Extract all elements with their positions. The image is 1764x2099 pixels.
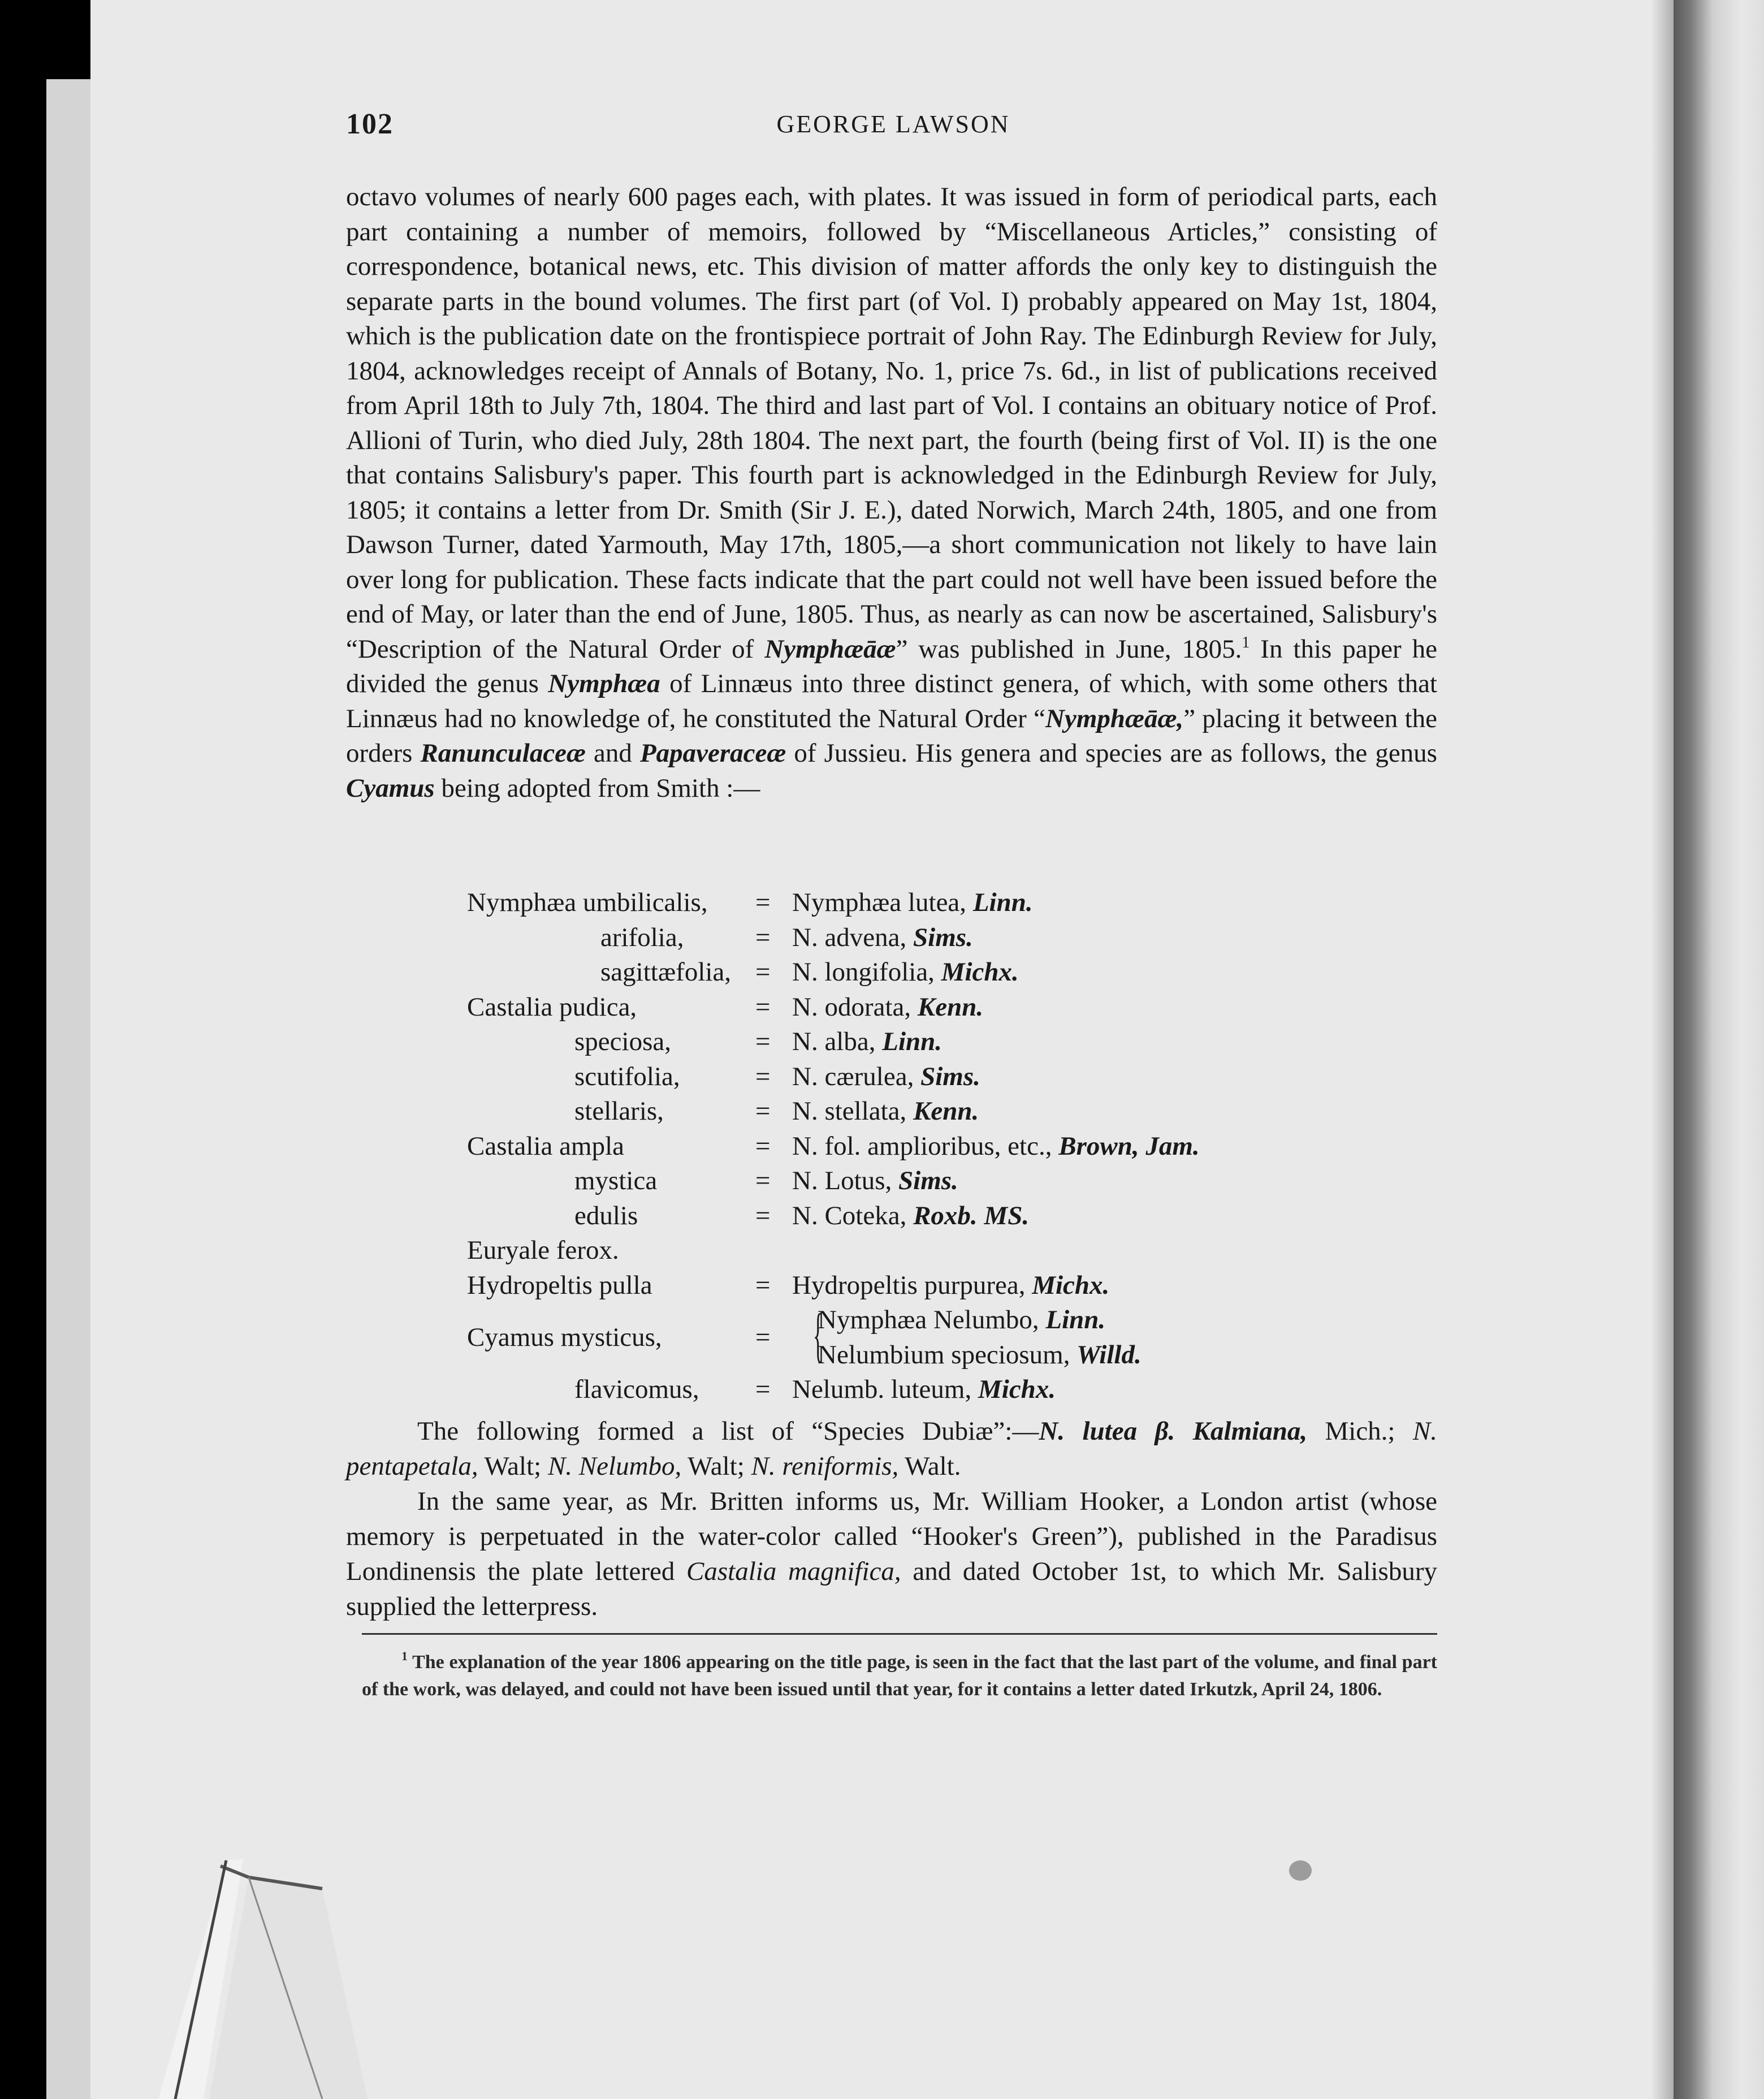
species-name: sagittæfolia, xyxy=(600,957,732,987)
table-row xyxy=(467,1164,1259,1199)
running-head: GEORGE LAWSON xyxy=(776,110,1010,138)
italic-term: Nymphæāæ xyxy=(764,634,896,664)
equals-sign: = xyxy=(755,1200,771,1230)
text-run: octavo volumes of nearly 600 pages each, with plates. It was issued in form of periodical parts, each part containing a number of memoirs, followed by “Miscellaneous Articles,” consisting of correspondence, botanical news, etc. This division of matter affords the only key to distinguish the separate parts in the bound volumes. The first part (of Vol. I) probably appeared on May 1st, 1804, which is the publication date on the frontispiece portrait of John Ray. The Edinburgh Review for July, 1804, acknowledges receipt of Annals of Botany, No. 1, price 7s. 6d., in list of publications received from April 18th to July 7th, 1804. The third and last part of Vol. I contains an obituary notice of Prof. Allioni of Turin, who died July, 28th 1804. The next part, the fourth (being first of Vol. II) is the one that contains Salisbury's paper. This fourth part is acknowledged in the Edinburgh Review for July, 1805; it contains a letter from Dr. Smith (Sir J. E.), dated Norwich, March 24th, 1805, and one from Dawson Turner, dated Yarmouth, May 17th, 1805,—a short communication not likely to have lain over long for publication. These facts indicate that the part could not well have been issued before the end of May, or later than the end of June, 1805. Thus, as nearly as can now be ascertained, Salisbury's “Description of the Natural Order of xyxy=(346,182,1437,664)
synonym: Hydropeltis purpurea, Michx. xyxy=(792,1270,1110,1300)
equals-sign: = xyxy=(755,1375,771,1404)
synonym: N. cærulea, Sims. xyxy=(792,1061,980,1091)
equals-sign: = xyxy=(755,1166,771,1195)
italic-term: Nymphæa xyxy=(548,669,660,698)
synonym: N. odorata, Kenn. xyxy=(792,992,984,1022)
table-row xyxy=(467,955,1259,990)
species-name: edulis xyxy=(574,1200,638,1230)
footnote-mark: 1 xyxy=(401,1649,408,1663)
brace-icon: { xyxy=(813,1302,823,1368)
main-paragraph xyxy=(346,180,1437,806)
equals-sign: = xyxy=(755,1096,771,1126)
italic-term: N. lutea β. Kalmiana, xyxy=(1039,1416,1308,1446)
page-curl-corner xyxy=(153,1855,390,2099)
following-paragraphs xyxy=(346,1414,1437,1624)
paragraph-hooker: In the same year, as Mr. Britten informs us, Mr. William Hooker, a London artist (whose memory is perpetuated in the water-color called “Hooker's Green”), published in the Paradisus Londinensis the plate lettered Castalia magnifica, and dated October 1st, to which Mr. Salisbury supplied the letterpress. xyxy=(346,1487,1437,1621)
table-row xyxy=(467,1199,1259,1234)
table-row xyxy=(467,1372,1259,1407)
adjacent-page-edge xyxy=(1674,0,1764,2099)
table-row xyxy=(467,990,1259,1025)
table-row xyxy=(467,1094,1259,1129)
italic-term: N. reniformis, xyxy=(751,1452,899,1481)
equals-sign: = xyxy=(755,992,771,1022)
synonym: Nymphæa Nelumbo, Linn. xyxy=(818,1305,1106,1334)
italic-term: Castalia magnifica, xyxy=(686,1557,901,1586)
equals-sign: = xyxy=(755,1027,771,1056)
synonym: N. advena, Sims. xyxy=(792,922,973,952)
footnote-ref: 1 xyxy=(1242,633,1250,651)
species-name: arifolia, xyxy=(600,922,684,952)
text-run: of Linnæus into three distinct genera, of which, with some others that Linnæus had no knowledge of, he constituted the Natural Order “ xyxy=(346,669,1437,733)
table-row xyxy=(467,1268,1259,1303)
binding-shadow xyxy=(1651,0,1674,2099)
footnote-text: $^1$ The explanation of the year 1806 appearing on the title page, is seen in the fact that the last part of the volume, and final part of the work, was delayed, and could not have been issued until that year, for it contains a letter dated Irkutzk, April 24, 1806. xyxy=(362,1649,1437,1700)
equals-sign: = xyxy=(755,1061,771,1091)
table-row xyxy=(467,921,1259,956)
paragraph-1 xyxy=(346,180,1437,806)
species-name: speciosa, xyxy=(574,1027,671,1056)
synonym: N. Lotus, Sims. xyxy=(792,1166,958,1195)
species-name: Hydropeltis pulla xyxy=(467,1270,652,1300)
equals-sign: = xyxy=(755,1131,771,1161)
species-name: Cyamus mysticus, xyxy=(467,1323,662,1352)
species-name: mystica xyxy=(574,1166,658,1195)
synonym: Nelumbium speciosum, Willd. xyxy=(818,1340,1142,1370)
species-table xyxy=(467,886,1259,1407)
footnote-divider xyxy=(362,1633,1437,1635)
text-run: ” was published in June, 1805. xyxy=(896,634,1242,664)
italic-term: Nymphæāæ, xyxy=(1045,703,1184,733)
text-run: and xyxy=(586,738,640,768)
table-row xyxy=(467,1060,1259,1095)
equals-sign: = xyxy=(755,922,771,952)
synonym: N. stellata, Kenn. xyxy=(792,1096,979,1126)
species-name: Nymphæa umbilicalis, xyxy=(467,888,708,917)
paragraph-species-dubiae: The following formed a list of “Species Dubiæ”:—N. lutea β. Kalmiana, Mich.; N. pentapetala, Walt; N. Nelumbo, Walt; N. reniformis, Walt. xyxy=(346,1416,1437,1481)
italic-term: Cyamus xyxy=(346,773,435,803)
species-name: flavicomus, xyxy=(574,1375,699,1404)
equals-sign: = xyxy=(755,1323,771,1352)
equals-sign: = xyxy=(755,888,771,917)
synonym: N. fol. amplioribus, etc., Brown, Jam. xyxy=(792,1131,1200,1161)
italic-term: Papaveraceæ xyxy=(639,738,786,768)
italic-term: N. Nelumbo, xyxy=(547,1452,682,1481)
italic-term: Ranunculaceæ xyxy=(420,738,586,768)
species-name: stellaris, xyxy=(574,1096,664,1126)
text-run: ” placing it between the orders xyxy=(346,703,1437,768)
table-row xyxy=(467,1129,1259,1164)
table-row xyxy=(467,1233,1259,1268)
footnote xyxy=(362,1649,1437,1703)
species-name: Castalia pudica, xyxy=(467,992,637,1022)
page-header xyxy=(346,107,1441,147)
table-row xyxy=(467,1303,1259,1372)
page-number: 102 xyxy=(346,108,394,140)
text-run: being adopted from Smith :— xyxy=(434,773,760,803)
table-row xyxy=(467,886,1259,921)
equals-sign: = xyxy=(755,1270,771,1300)
species-name: scutifolia, xyxy=(574,1061,680,1091)
text-run: of Jussieu. His genera and species are as follows, the genus xyxy=(786,738,1437,768)
synonym: Nelumb. luteum, Michx. xyxy=(792,1375,1056,1404)
page-smudge xyxy=(1289,1860,1312,1881)
species-name: Euryale ferox. xyxy=(467,1236,619,1265)
synonym: N. alba, Linn. xyxy=(792,1027,942,1056)
synonym: N. longifolia, Michx. xyxy=(792,957,1019,987)
species-name: Castalia ampla xyxy=(467,1131,624,1161)
synonym: Nymphæa lutea, Linn. xyxy=(792,888,1033,917)
text-run: In this paper he divided the genus xyxy=(346,634,1437,698)
synonym: N. Coteka, Roxb. MS. xyxy=(792,1200,1030,1230)
equals-sign: = xyxy=(755,957,771,987)
italic-term: N. pentapetala, xyxy=(346,1416,1437,1481)
table-row xyxy=(467,1025,1259,1060)
